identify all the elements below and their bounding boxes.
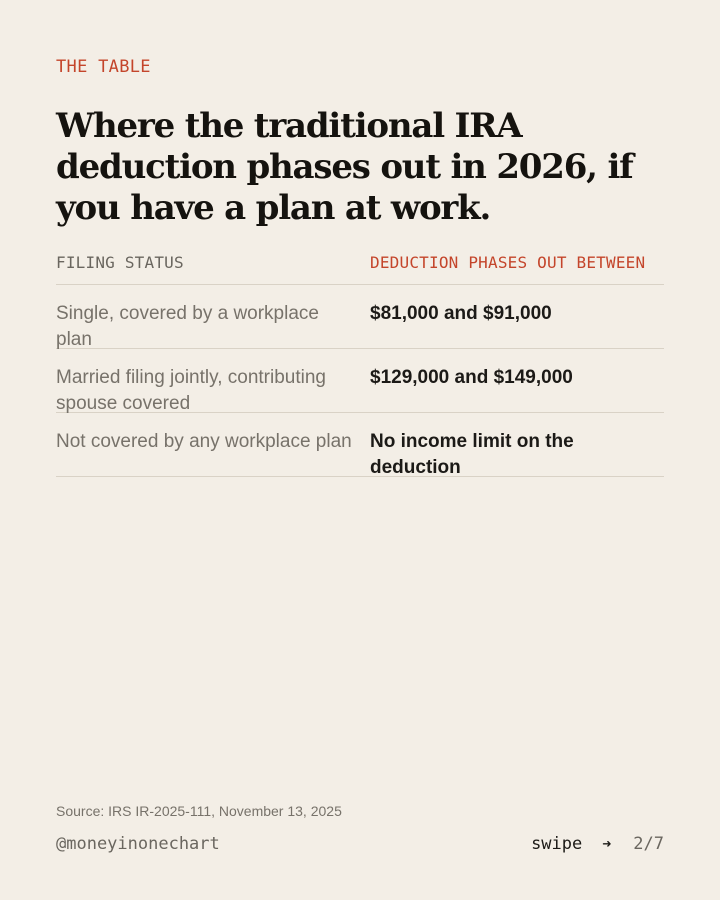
swipe-navigation[interactable] — [531, 834, 664, 854]
source-note: Source: IRS IR-2025-111, November 13, 2025 — [56, 803, 342, 819]
phase-out-range-cell: $129,000 and $149,000 — [370, 367, 573, 388]
phase-out-table — [56, 250, 664, 477]
table-header — [56, 250, 664, 285]
footer — [56, 834, 664, 856]
page-indicator: 2/7 — [633, 834, 664, 854]
filing-status-cell: Married filing jointly, contributing spouse covered — [56, 367, 326, 414]
phase-out-range-cell: No income limit on the deduction — [370, 431, 574, 478]
column-header-phase-out: DEDUCTION PHASES OUT BETWEEN — [370, 253, 646, 272]
account-handle: @moneyinonechart — [56, 834, 220, 854]
table-row — [56, 349, 664, 413]
eyebrow-label: THE TABLE — [56, 57, 151, 77]
table-row — [56, 413, 664, 477]
swipe-label: swipe — [531, 834, 583, 854]
filing-status-cell: Single, covered by a workplace plan — [56, 303, 319, 350]
filing-status-cell: Not covered by any workplace plan — [56, 431, 352, 452]
page-title: Where the traditional IRA deduction phases out in 2026, if you have a plan at work. — [56, 106, 633, 228]
column-header-filing-status: FILING STATUS — [56, 253, 184, 272]
phase-out-range-cell: $81,000 and $91,000 — [370, 303, 552, 324]
arrow-right-icon: ➜ — [602, 835, 612, 853]
table-row — [56, 285, 664, 349]
